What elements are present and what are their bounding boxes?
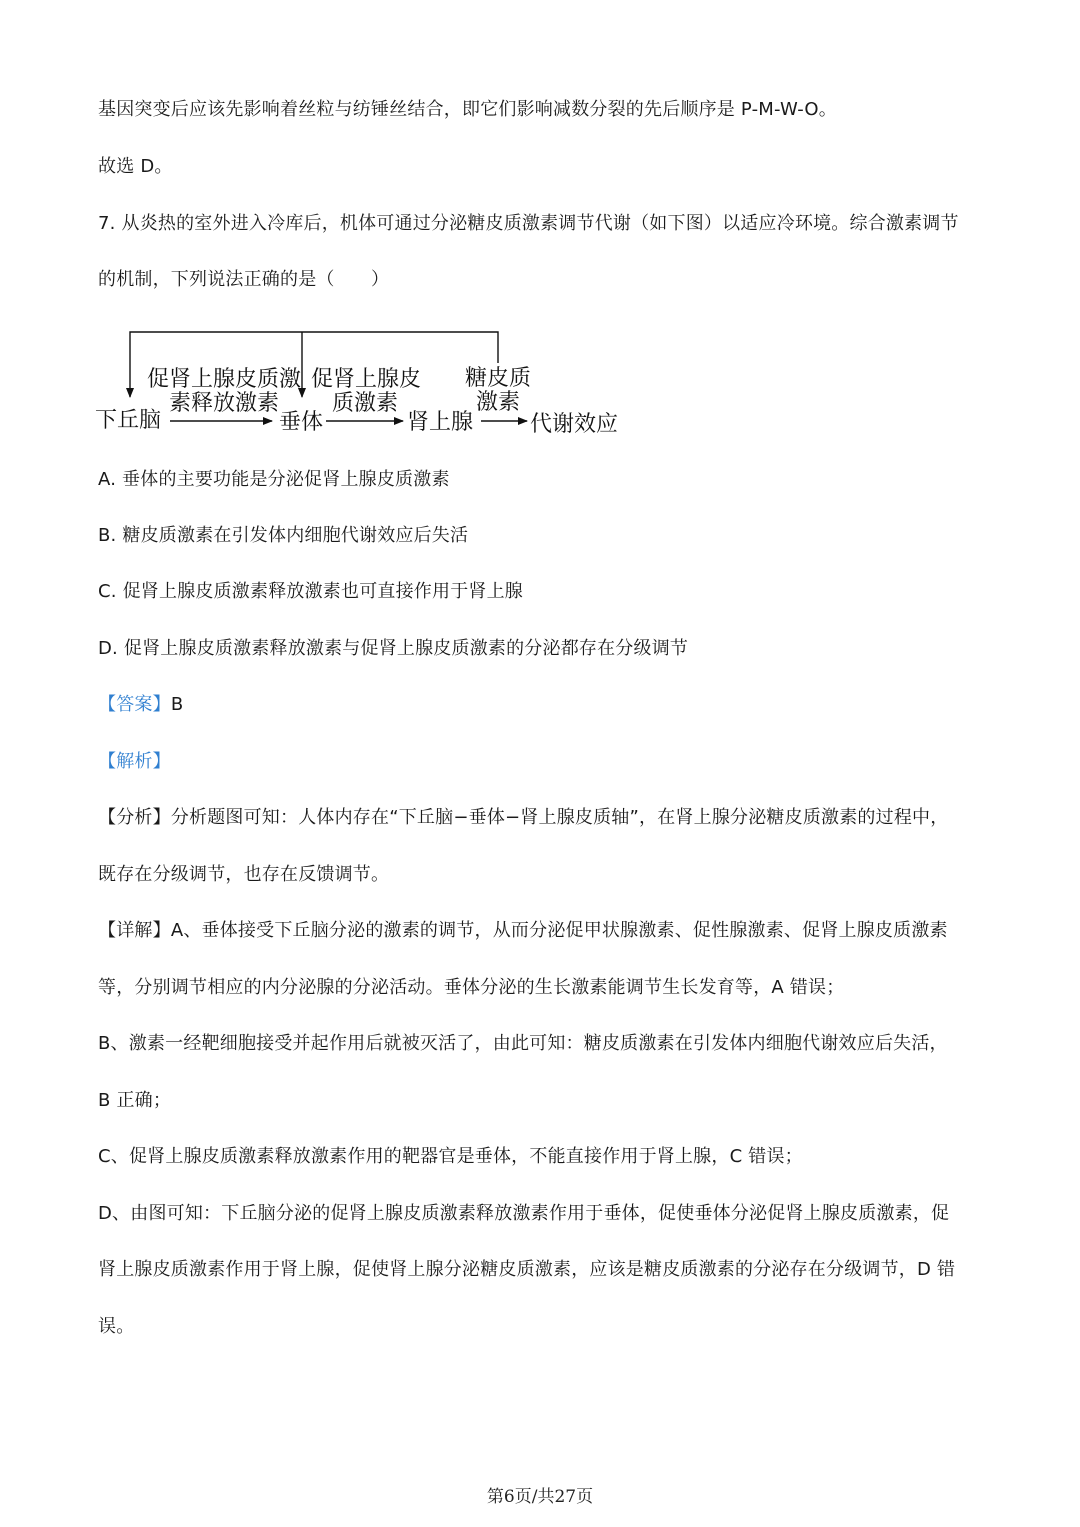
xiangjie-line-2: 等，分别调节相应的内分泌腺的分泌活动。垂体分泌的生长激素能调节生长发育等，A 错误； — [98, 977, 845, 998]
question-7-line-1: 7. 从炎热的室外进入冷库后，机体可通过分泌糖皮质激素调节代谢（如下图）以适应冷环境。综合激素调节 — [98, 213, 959, 234]
xiangjie-line-5: C、促肾上腺皮质激素释放激素作用的靶器官是垂体，不能直接作用于肾上腺，C 错误； — [98, 1146, 803, 1167]
option-a: A. 垂体的主要功能是分泌促肾上腺皮质激素 — [98, 469, 450, 490]
node-adrenal: 肾上腺 — [407, 410, 474, 435]
answer-value: B — [170, 694, 184, 715]
arrow2-label-line2: 质激素 — [332, 391, 399, 416]
arrow1-label-line2: 素释放激素 — [169, 391, 280, 416]
fenxi-tag: 【分析】 — [98, 807, 171, 828]
xiangjie-line-3: B、激素一经靶细胞接受并起作用后就被灭活了，由此可知：糖皮质激素在引发体内细胞代谢效应后失活， — [98, 1033, 948, 1054]
xiangjie-line-4: B 正确； — [98, 1090, 172, 1111]
page-number-footer: 第6页/共27页 — [486, 1487, 594, 1507]
arrow2-label-line1: 促肾上腺皮 — [311, 367, 422, 392]
arrow1-label-line1: 促肾上腺皮质激 — [147, 367, 302, 392]
node-hypothalamus: 下丘脑 — [95, 408, 162, 433]
option-b: B. 糖皮质激素在引发体内细胞代谢效应后失活 — [98, 525, 469, 546]
node-pituitary: 垂体 — [279, 410, 324, 435]
answer-line — [98, 693, 183, 717]
fenxi-text-1: 分析题图可知：人体内存在“下丘脑−垂体−肾上腺皮质轴”，在肾上腺分泌糖皮质激素的过程中， — [170, 807, 949, 828]
hormone-regulation-diagram — [95, 325, 655, 445]
analysis-tag: 【解析】 — [98, 751, 171, 772]
question-7-line-2: 的机制，下列说法正确的是（ ） — [98, 269, 390, 290]
text-line-2: 故选 D。 — [98, 156, 173, 177]
xiangjie-text-1: A、垂体接受下丘脑分泌的激素的调节，从而分泌促甲状腺激素、促性腺激素、促肾上腺皮质激素 — [170, 920, 948, 941]
option-c: C. 促肾上腺皮质激素释放激素也可直接作用于肾上腺 — [98, 581, 524, 602]
text-line-1: 基因突变后应该先影响着丝粒与纺锤丝结合，即它们影响减数分裂的先后顺序是 P-M-W-O。 — [98, 99, 838, 120]
xiangjie-line-7: 肾上腺皮质激素作用于肾上腺，促使肾上腺分泌糖皮质激素，应该是糖皮质激素的分泌存在分级调节，D 错 — [98, 1259, 956, 1280]
arrow3-label-line2: 激素 — [476, 390, 521, 415]
fenxi-line-1 — [98, 806, 948, 830]
xiangjie-line-6: D、由图可知：下丘脑分泌的促肾上腺皮质激素释放激素作用于垂体，促使垂体分泌促肾上腺皮质激素，促 — [98, 1203, 950, 1224]
option-d: D. 促肾上腺皮质激素释放激素与促肾上腺皮质激素的分泌都存在分级调节 — [98, 638, 689, 659]
xiangjie-line-1 — [98, 919, 948, 943]
fenxi-line-2: 既存在分级调节，也存在反馈调节。 — [98, 864, 390, 885]
xiangjie-tag: 【详解】 — [98, 920, 171, 941]
answer-tag: 【答案】 — [98, 694, 171, 715]
node-metabolic-effect: 代谢效应 — [530, 412, 619, 437]
xiangjie-line-8: 误。 — [98, 1316, 135, 1337]
arrow3-label-line1: 糖皮质 — [465, 366, 532, 391]
